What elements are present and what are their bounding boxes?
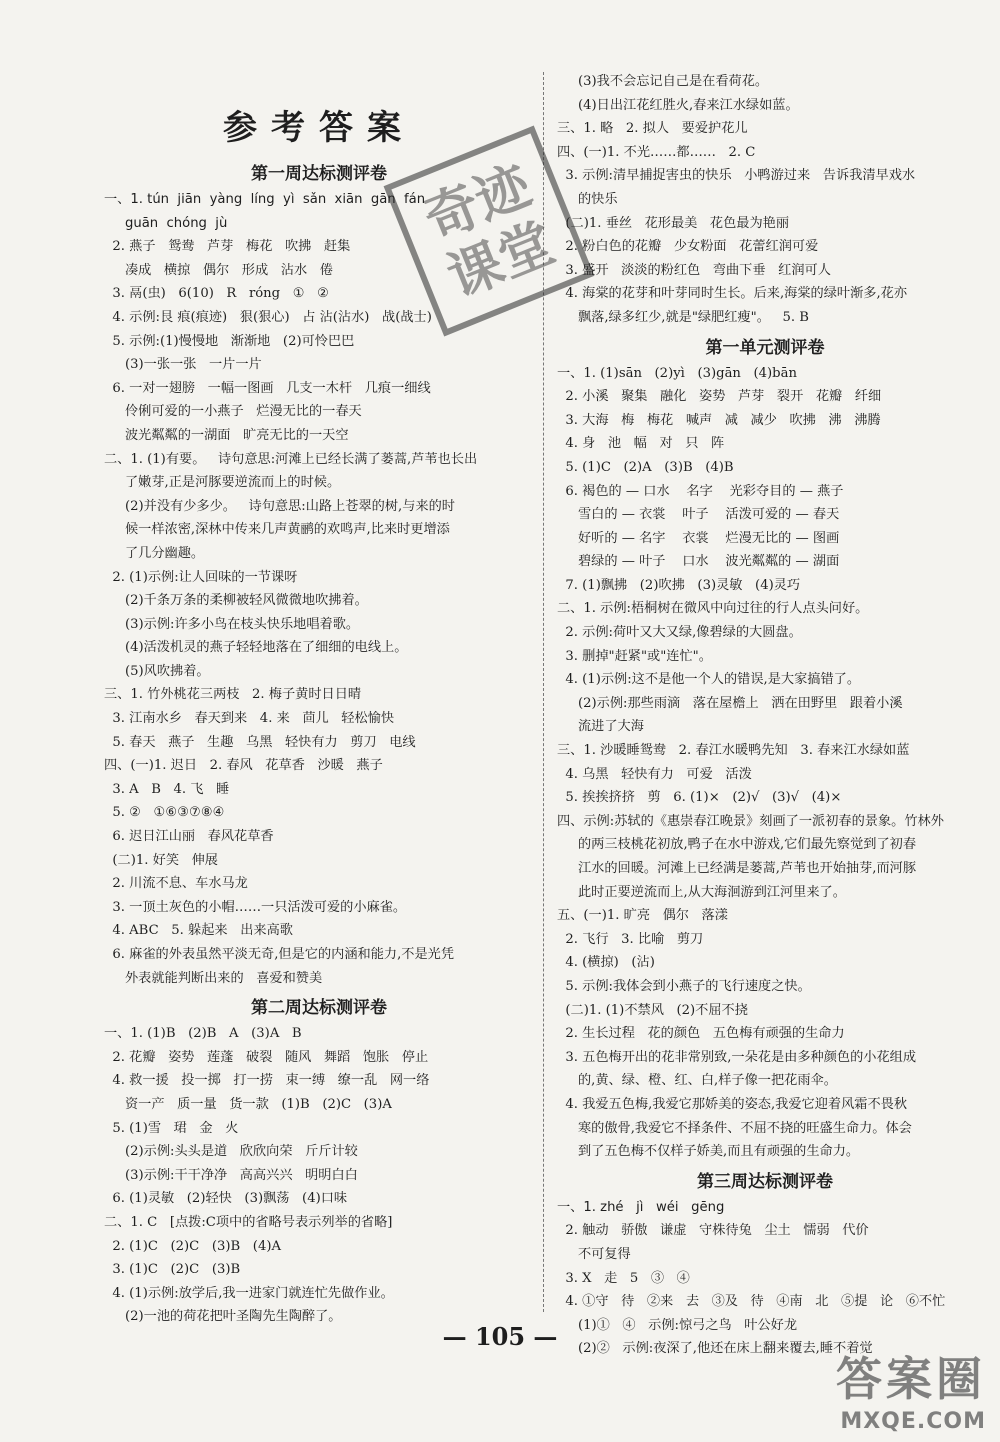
answer-line: 3. (1)C (2)C (3)B [104, 1262, 241, 1278]
answer-line: (二)1. 好笑 伸展 [104, 852, 218, 868]
answer-line: 5. 挨挨挤挤 剪 6. (1)× (2)√ (3)√ (4)× [557, 790, 842, 806]
answer-line: 3. X 走 5 ③ ④ [557, 1270, 690, 1286]
answer-line: 3. 江南水乡 春天到来 4. 来 茴儿 轻松愉快 [104, 711, 395, 727]
answer-line: 到了五色梅不仅样子娇美,而且有顽强的生命力。 [557, 1144, 860, 1160]
answer-line: 凑成 横掠 偶尔 形成 沾水 倦 [104, 262, 333, 278]
answer-line: 2. 生长过程 花的颜色 五色梅有顽强的生命力 [557, 1026, 845, 1042]
answer-line: 4. 救一援 投一掷 打一捞 束一缚 缭一乱 网一络 [104, 1073, 430, 1089]
answer-line: 4. (横掠) (沾) [557, 955, 655, 971]
answer-line: 3. 删掉"赶紧"或"连忙"。 [557, 648, 712, 664]
answer-line: 三、1. 竹外桃花三两枝 2. 梅子黄时日日晴 [104, 687, 362, 703]
answer-line: 2. 川流不息、车水马龙 [104, 876, 248, 892]
answer-line: (3)示例:许多小鸟在枝头快乐地唱着歌。 [104, 616, 360, 632]
answer-line: 了几分幽趣。 [104, 545, 205, 561]
answer-line: 候一样浓密,深林中传来几声黄鹂的欢鸣声,比来时更增添 [104, 522, 450, 538]
answer-line: 6. 迟日江山丽 春风花草香 [104, 829, 274, 845]
answer-line: 7. (1)飘拂 (2)吹拂 (3)灵敏 (4)灵巧 [557, 577, 801, 593]
answer-line: 一、1. zhé jì wéi gēng [557, 1199, 725, 1215]
section-heading: 第一周达标测评卷 [251, 164, 387, 184]
stamp-text: 奇迹课堂 [415, 152, 563, 310]
answer-line: 3. 鬲(虫) 6(10) R róng ① ② [104, 286, 329, 302]
answer-line: 寒的傲骨,我爱它不择条件、不屈不挠的旺盛生命力。体会 [557, 1120, 912, 1136]
answer-line: 4. (1)示例:这不是他一个人的错误,是大家搞错了。 [557, 672, 861, 688]
answer-line: 4. 示例:艮 痕(痕迹) 狠(狠心) 占 沾(沾水) 战(战士) [104, 309, 432, 325]
page-number: — 105 — [442, 1322, 558, 1351]
answer-line: (2)并没有少多少。 诗句意思:山路上苍翠的树,与来的时 [104, 498, 455, 514]
answer-line: 3. 大海 梅 梅花 喊声 减 减少 吹拂 沸 沸腾 [557, 412, 881, 428]
answer-line: 4. 我爱五色梅,我爱它那娇美的姿态,我爱它迎着风霜不畏秋 [557, 1096, 908, 1112]
answer-line: 碧绿的 — 叶子 口水 波光粼粼的 — 湖面 [557, 554, 840, 570]
answer-line: 2. 小溪 聚集 融化 姿势 芦芽 裂开 花瓣 纤细 [557, 389, 882, 405]
answer-line: 波光粼粼的一湖面 旷亮无比的一天空 [104, 427, 349, 443]
right-column [557, 70, 973, 1361]
answer-line: 了嫩芽,正是河豚要逆流而上的时候。 [104, 475, 341, 491]
answer-line: (3)示例:干干净净 高高兴兴 明明白白 [104, 1167, 358, 1183]
answer-line: (2)千条万条的柔柳被轻风微微地吹拂着。 [104, 593, 368, 609]
answer-line: 不可复得 [557, 1246, 631, 1262]
answer-line: 一、1. (1)sān (2)yì (3)gān (4)bān [557, 365, 797, 381]
answer-line: (2)示例:那些雨滴 落在屋檐上 洒在田野里 跟着小溪 [557, 695, 903, 711]
page-title: 参考答案 [223, 108, 415, 148]
answer-line: 伶俐可爱的一小燕子 烂漫无比的一春天 [104, 404, 362, 420]
answer-line: 二、1. C [点拨:C项中的省略号表示列举的省略] [104, 1214, 393, 1230]
section-heading: 第三周达标测评卷 [697, 1171, 833, 1192]
answer-line: 2. 飞行 3. 比喻 剪刀 [557, 931, 704, 947]
answer-line: (5)风吹拂着。 [104, 663, 210, 679]
answer-line: 江水的回暖。河滩上已经满是蒌蒿,芦苇也开始抽芽,而河豚 [557, 861, 917, 876]
answer-line: 4. ①守 待 ②来 去 ③及 待 ④南 北 ⑤提 论 ⑥不忙 [557, 1294, 946, 1310]
answer-line: (3)一张一张 一片一片 [104, 357, 262, 373]
answer-line: 的,黄、绿、橙、红、白,样子像一把花雨伞。 [557, 1073, 837, 1089]
answer-line: 4. ABC 5. 躲起来 出来高歌 [104, 923, 293, 939]
answer-line: 雪白的 — 衣裳 叶子 活泼可爱的 — 春天 [557, 507, 840, 523]
answer-line: 资一产 质一量 货一款 (1)B (2)C (3)A [104, 1096, 392, 1112]
answer-line: 5. (1)C (2)A (3)B (4)B [557, 459, 734, 475]
answer-line: 三、1. 略 2. 拟人 要爱护花儿 [557, 121, 748, 137]
answer-line: 5. 示例:(1)慢慢地 渐渐地 (2)可怜巴巴 [104, 333, 355, 349]
answer-line: 三、1. 沙暖睡鸳鸯 2. 春江水暖鸭先知 3. 春来江水绿如蓝 [557, 743, 910, 759]
answer-line: 一、1. tún jiān yàng líng yì sǎn xiān gān fán [104, 192, 426, 207]
answer-line: 一、1. (1)B (2)B A (3)A B [104, 1026, 302, 1042]
answer-line: (4)日出江花红胜火,春来江水绿如蓝。 [557, 97, 799, 113]
answer-line: (1)① ④ 示例:惊弓之鸟 叶公好龙 [557, 1317, 798, 1333]
answer-line: (2)一池的荷花把叶圣陶先生陶醉了。 [104, 1309, 342, 1325]
answer-line: 外表就能判断出来的 喜爱和赞美 [104, 970, 323, 986]
right-column-body [557, 70, 973, 1361]
answer-line: 6. 褐色的 — 口水 名字 光彩夺目的 — 燕子 [557, 483, 844, 499]
answer-line: (4)活泼机灵的燕子轻轻地落在了细细的电线上。 [104, 640, 408, 656]
answer-line: 飘落,绿多红少,就是"绿肥红瘦"。 5. B [557, 309, 809, 325]
answer-line: 五、(一)1. 旷亮 偶尔 落漾 [557, 908, 728, 924]
section-heading: 第一单元测评卷 [705, 337, 825, 358]
answer-line: 流进了大海 [557, 719, 644, 735]
answer-line: (3)我不会忘记自己是在看荷花。 [557, 74, 769, 89]
answer-line: 此时正要逆流而上,从大海洄游到江河里来了。 [557, 884, 846, 900]
answer-line: 5. ② ①⑥③⑦⑧④ [104, 805, 225, 821]
answer-line: guān chóng jù [104, 215, 228, 231]
watermark [836, 1343, 986, 1434]
answer-line: 四、示例:苏轼的《惠崇春江晚景》刻画了一派初春的景象。竹林外 [557, 813, 944, 829]
answer-line: 2. (1)C (2)C (3)B (4)A [104, 1238, 282, 1254]
answer-line: 四、(一)1. 不光……都…… 2. C [557, 144, 756, 160]
answer-line: 6. 一对一翅膀 一幅一图画 几支一木杆 几痕一细线 [104, 380, 431, 396]
answer-line: 好听的 — 名字 衣裳 烂漫无比的 — 图画 [557, 530, 840, 546]
answer-line: 3. 示例:清早捕捉害虫的快乐 小鸭游过来 告诉我清早戏水 [557, 168, 916, 184]
answer-line: 6. 麻雀的外表虽然平淡无奇,但是它的内涵和能力,不是光凭 [104, 947, 455, 962]
answer-line: (二)1. (1)不禁风 (2)不屈不挠 [557, 1002, 748, 1018]
left-column-body [104, 159, 534, 1329]
answer-line: (二)1. 垂丝 花形最美 花色最为艳丽 [557, 215, 790, 231]
answer-line: 四、(一)1. 迟日 2. 春风 花草香 沙暖 燕子 [104, 758, 383, 774]
answer-line: 3. 一顶土灰色的小帽……一只活泼可爱的小麻雀。 [104, 899, 407, 915]
answer-line: 6. (1)灵敏 (2)轻快 (3)飘荡 (4)口味 [104, 1191, 348, 1207]
answer-line: 4. 身 池 幅 对 只 阵 [557, 436, 725, 452]
watermark-logo: 答案圈 [836, 1352, 986, 1406]
section-heading: 第二周达标测评卷 [251, 998, 387, 1019]
answer-line: 2. 示例:荷叶又大又绿,像碧绿的大圆盘。 [557, 625, 802, 641]
answer-line: 3. A B 4. 飞 睡 [104, 781, 230, 797]
answer-line: 2. (1)示例:让人回味的一节课呀 [104, 569, 298, 585]
answer-line: 4. (1)示例:放学后,我一进家门就连忙先做作业。 [104, 1285, 394, 1301]
answer-line: 2. 粉白色的花瓣 少女粉面 花蕾红润可爱 [557, 239, 819, 255]
answer-line: 4. 海棠的花芽和叶芽同时生长。后来,海棠的绿叶渐多,花亦 [557, 286, 908, 302]
answer-line: 二、1. (1)有要。 诗句意思:河滩上已经长满了蒌蒿,芦苇也长出 [104, 451, 478, 467]
answer-line: 4. 乌黑 轻快有力 可爱 活泼 [557, 766, 752, 782]
answer-line: 2. 花瓣 姿势 莲蓬 破裂 随风 舞蹈 饱胀 停止 [104, 1049, 429, 1065]
answer-line: 2. 触动 骄傲 谦虚 守株待兔 尘土 懦弱 代价 [557, 1223, 869, 1239]
answer-line: 二、1. 示例:梧桐树在微风中向过往的行人点头问好。 [557, 601, 869, 617]
answer-line: 3. 盛开 淡淡的粉红色 弯曲下垂 红润可人 [557, 262, 831, 278]
watermark-url: MXQE.COM [840, 1409, 986, 1434]
answer-line: 2. 燕子 鸳鸯 芦芽 梅花 吹拂 赶集 [104, 239, 351, 255]
answer-line: 5. (1)雪 珺 金 火 [104, 1120, 239, 1136]
answer-line: (2)示例:头头是道 欣欣向荣 斤斤计较 [104, 1144, 358, 1160]
answer-line: (2)② 示例:夜深了,他还在床上翻来覆去,睡不着觉 [557, 1341, 873, 1357]
answer-line: 的两三枝桃花初放,鸭子在水中游戏,它们最先察觉到了初春 [557, 837, 917, 853]
answer-line: 5. 春天 燕子 生趣 乌黑 轻快有力 剪刀 电线 [104, 734, 416, 750]
answer-line: 3. 五色梅开出的花非常别致,一朵花是由多种颜色的小花组成 [557, 1049, 917, 1065]
answer-line: 的快乐 [557, 191, 618, 207]
answer-line: 5. 示例:我体会到小燕子的飞行速度之快。 [557, 978, 811, 994]
